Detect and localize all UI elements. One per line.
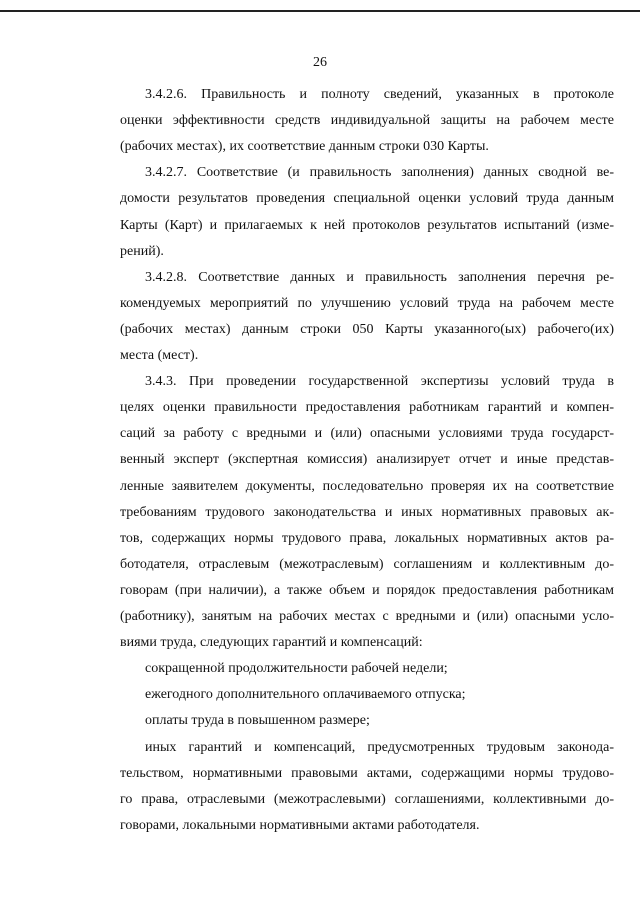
text-line: (работнику), занятым на рабочих местах с вредными и (или) опасными усло-: [120, 609, 614, 624]
page-number: 26: [313, 55, 327, 70]
text-line: венный эксперт (экспертная комиссия) анализирует отчет и иные представ-: [120, 452, 614, 467]
text-line: целях оценки правильности предоставления работникам гарантий и компен-: [120, 400, 614, 415]
text-line: говорам (при наличии), а также объем и порядок предоставления работникам: [120, 583, 614, 598]
text-line: говорами, локальными нормативными актами работодателя.: [120, 818, 480, 833]
text-line: тельством, нормативными правовыми актами, содержащими нормы трудово-: [120, 766, 614, 781]
text-line: Карты (Карт) и прилагаемых к ней протоколов результатов испытаний (изме-: [120, 218, 614, 233]
text-line: иных гарантий и компенсаций, предусмотренных трудовым законода-: [145, 740, 614, 755]
text-line: виями труда, следующих гарантий и компенсаций:: [120, 635, 423, 650]
text-line: места (мест).: [120, 348, 199, 363]
text-line: ленные заявителем документы, последовательно проверяя их на соответствие: [120, 479, 614, 494]
text-line: (рабочих местах) данным строки 050 Карты указанного(ых) рабочего(их): [120, 322, 614, 337]
text-line: 3.4.2.6. Правильность и полноту сведений, указанных в протоколе: [145, 87, 614, 102]
text-line: ботодателя, отраслевым (межотраслевым) соглашениям и коллективным до-: [120, 557, 614, 572]
text-line: 3.4.2.7. Соответствие (и правильность заполнения) данных сводной ве-: [145, 165, 614, 180]
text-line: комендуемых мероприятий по улучшению условий труда на рабочем месте: [120, 296, 614, 311]
text-line: требованиям трудового законодательства и иных нормативных правовых ак-: [120, 505, 614, 520]
text-line: оплаты труда в повышенном размере;: [145, 713, 370, 728]
text-line: ежегодного дополнительного оплачиваемого отпуска;: [145, 687, 466, 702]
text-line: го права, отраслевыми (межотраслевыми) соглашениями, коллективными до-: [120, 792, 614, 807]
text-line: саций за работу с вредными и (или) опасными условиями труда государст-: [120, 426, 614, 441]
text-line: домости результатов проведения специальной оценки условий труда данным: [120, 191, 614, 206]
text-line: (рабочих местах), их соответствие данным строки 030 Карты.: [120, 139, 489, 154]
text-line: 3.4.3. При проведении государственной экспертизы условий труда в: [145, 374, 614, 389]
text-line: 3.4.2.8. Соответствие данных и правильность заполнения перечня ре-: [145, 270, 614, 285]
text-line: оценки эффективности средств индивидуальной защиты на рабочем месте: [120, 113, 614, 128]
text-line: тов, содержащих нормы трудового права, локальных нормативных актов ра-: [120, 531, 614, 546]
text-line: сокращенной продолжительности рабочей недели;: [145, 661, 448, 676]
text-line: рений).: [120, 244, 164, 259]
top-border-line: [0, 0, 640, 12]
